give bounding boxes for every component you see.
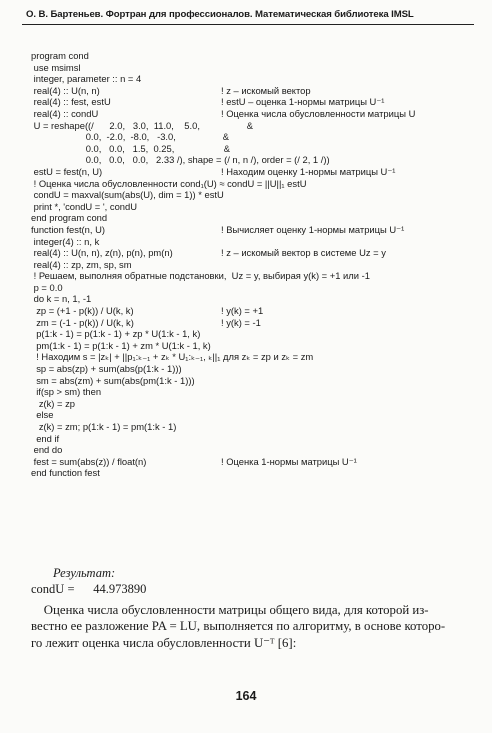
code-line: print *, 'condU = ', condU	[31, 200, 137, 212]
code-line: p = 0.0	[31, 281, 63, 293]
code-line: integer(4) :: n, k	[31, 235, 100, 247]
code-line: else	[31, 409, 54, 421]
code-line: condU = maxval(sum(abs(U), dim = 1)) * estU	[31, 189, 224, 201]
code-line: fest = sum(abs(z)) / float(n) ! Оценка 1-нормы матрицы U⁻¹	[31, 455, 357, 467]
code-line: 0.0, 0.0, 1.5, 0.25, &	[31, 142, 231, 154]
code-line: ! Оценка числа обусловленности cond₁(U) ≈ condU = ||U||₁ estU	[31, 177, 307, 189]
code-line: U = reshape((/ 2.0, 3.0, 11.0, 5.0, &	[31, 119, 254, 131]
code-line: real(4) :: U(n, n), z(n), p(n), pm(n) ! z – искомый вектор в системе Uz = y	[31, 247, 386, 259]
code-line: 0.0, 0.0, 0.0, 2.33 /), shape = (/ n, n /), order = (/ 2, 1 /))	[31, 154, 330, 166]
code-line: end function fest	[31, 467, 100, 479]
code-line: pm(1:k - 1) = p(1:k - 1) + zm * U(1:k - 1, k)	[31, 339, 211, 351]
code-line: if(sp > sm) then	[31, 386, 102, 398]
code-line: p(1:k - 1) = p(1:k - 1) + zp * U(1:k - 1, k)	[31, 328, 201, 340]
paragraph-line: вестно ее разложение PA = LU, выполняется по алгоритму, в основе которо-	[31, 619, 446, 634]
code-line: sp = abs(zp) + sum(abs(p(1:k - 1)))	[31, 363, 182, 375]
paragraph-line: го лежит оценка числа обусловленности U⁻ᵀ [6]:	[31, 635, 297, 650]
code-line: z(k) = zp	[31, 397, 76, 409]
running-header: О. В. Бартеньев. Фортран для профессионалов. Математическая библиотека IMSL	[26, 9, 414, 20]
code-line: real(4) :: zp, zm, sp, sm	[31, 258, 132, 270]
code-listing	[31, 50, 476, 479]
code-line: ! Решаем, выполняя обратные подстановки, Uz = y, выбирая y(k) = +1 или -1	[31, 270, 370, 282]
code-line: z(k) = zm; p(1:k - 1) = pm(1:k - 1)	[31, 421, 177, 432]
code-line: function fest(n, U) ! Вычисляет оценку 1-нормы матрицы U⁻¹	[31, 223, 405, 235]
code-line: 0.0, -2.0, -8.0, -3.0, &	[31, 131, 229, 143]
code-line: end if	[31, 432, 60, 444]
code-line: real(4) :: condU ! Оценка числа обусловленности матрицы U	[31, 107, 416, 119]
body-paragraph	[31, 602, 473, 651]
code-line: integer, parameter :: n = 4	[31, 73, 142, 85]
code-line: sm = abs(zm) + sum(abs(pm(1:k - 1)))	[31, 374, 195, 386]
result-label: Результат:	[53, 566, 116, 580]
code-line: end program cond	[31, 212, 108, 224]
code-line: real(4) :: U(n, n) ! z – искомый вектор	[31, 84, 311, 96]
page-number: 164	[235, 689, 257, 703]
result-value: condU = 44.973890	[31, 582, 147, 596]
code-line: program cond	[31, 50, 89, 61]
paragraph-line: Оценка числа обусловленности матрицы общего вида, для которой из-	[31, 603, 429, 617]
code-line: zm = (-1 - p(k)) / U(k, k) ! y(k) = -1	[31, 316, 261, 328]
code-line: do k = n, 1, -1	[31, 293, 92, 305]
code-line: zp = (+1 - p(k)) / U(k, k) ! y(k) = +1	[31, 305, 264, 317]
code-line: end do	[31, 444, 63, 456]
code-line: estU = fest(n, U) ! Находим оценку 1-нормы матрицы U⁻¹	[31, 165, 396, 177]
header-divider	[22, 24, 474, 25]
code-line: ! Находим s = |zₖ| + ||p₁:ₖ₋₁ + zₖ * U₁:ₖ₋₁, ₖ||₁ для zₖ = zp и zₖ = zm	[31, 351, 314, 363]
code-line: real(4) :: fest, estU ! estU – оценка 1-нормы матрицы U⁻¹	[31, 96, 385, 108]
code-line: use msimsl	[31, 61, 81, 73]
